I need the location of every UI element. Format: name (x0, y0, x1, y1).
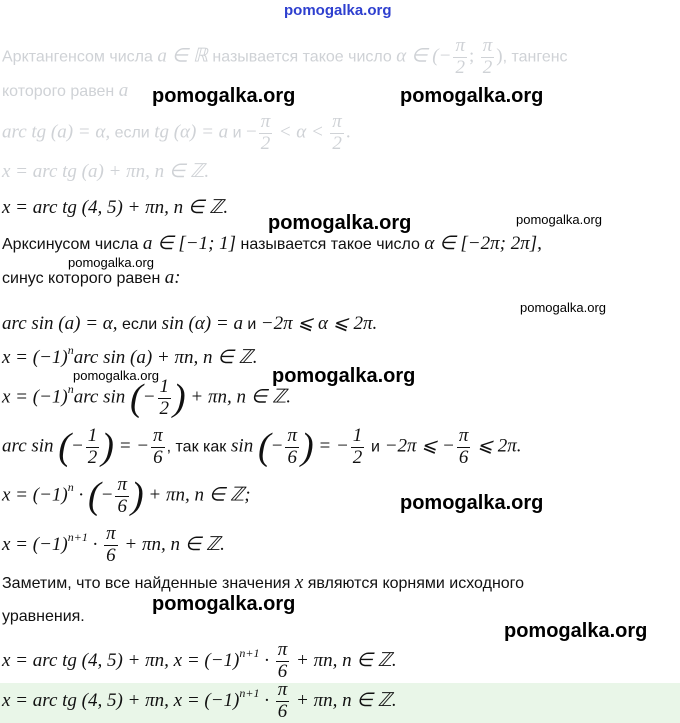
arcsin-substituted: $x = (-1)^narc$ sin (− $\frac{1}{2}$ ) + πn, n ∈ ℤ. (2, 375, 291, 419)
watermark: pomogalka.org (68, 255, 154, 270)
combined-solution: x = arc tg (4, 5) + πn, $x = (-1)^{n+1}$ · $\frac{\pi}{6}$ + πn, n ∈ ℤ. (2, 639, 397, 682)
watermark: pomogalka.org (73, 368, 159, 383)
fraction-pi-over-6: $\frac{\pi}{6}$ (106, 523, 116, 566)
watermark: pomogalka.org (516, 212, 602, 227)
final-answer: x = arc tg (4, 5) + πn, $x = (-1)^{n+1}$ · $\frac{\pi}{6}$ + πn, n ∈ ℤ. (2, 679, 397, 722)
arctg-condition: arc tg (a) = α, если tg (α) = a и − $\frac{\pi}{2}$ < α < $\frac{\pi}{2}$ . (2, 111, 351, 154)
fraction-pi-over-2: $\frac{\pi}{2}$ (332, 111, 342, 154)
fraction-pi-over-6: $\frac{\pi}{6}$ (277, 639, 288, 682)
watermark: pomogalka.org (152, 85, 296, 107)
watermark: pomogalka.org (152, 593, 296, 615)
watermark: pomogalka.org (400, 85, 544, 107)
fraction-pi-over-2: $\frac{\pi}{2}$ (482, 35, 493, 78)
fraction-one-half: $\frac{1}{2}$ (159, 375, 170, 419)
fraction-pi-over-2: $\frac{\pi}{2}$ (455, 35, 465, 78)
definition-arctg-line2: которого равен a (2, 80, 129, 101)
conclusion-line1: Заметим, что все найденные значения x являются корнями исходного (2, 572, 525, 593)
fraction-pi-over-6: $\frac{\pi}{6}$ (117, 473, 127, 517)
arcsin-value-check: arc sin (− $\frac{1}{2}$ ) = − $\frac{\pi}{6}$ , так как sin (− $\frac{\pi}{6}$ ) = − $\frac{1}{2}$ и −2π ⩽ − $\frac{\pi}{6}$ ⩽ 2π. (2, 424, 522, 468)
watermark: pomogalka.org (400, 492, 544, 514)
definition-arctg-line1: Арктангенсом числа a ∈ ℝ называется такое число α ∈ (− $\frac{\pi}{2}$ ; $\frac{\pi}{2}$ ), тангенс (2, 35, 568, 78)
fraction-pi-over-6: $\frac{\pi}{6}$ (277, 679, 288, 722)
watermark: pomogalka.org (520, 300, 606, 315)
definition-arcsin-line1: Арксинусом числа a ∈ [−1; 1] называется такое число α ∈ [−2π; 2π], (2, 233, 542, 254)
fraction-pi-over-6: $\frac{\pi}{6}$ (458, 424, 469, 468)
arcsin-simplified: $x = (-1)^n$ · (− $\frac{\pi}{6}$ ) + πn, n ∈ ℤ; (2, 473, 251, 517)
watermark: pomogalka.org (268, 212, 412, 234)
fraction-one-half: $\frac{1}{2}$ (352, 424, 363, 468)
definition-arcsin-line2: синус которого равен a: (2, 267, 181, 288)
arcsin-general-formula: $x = (-1)^narc$ sin (a) + πn, n ∈ ℤ. (2, 343, 258, 368)
watermark: pomogalka.org (272, 365, 416, 387)
arcsin-solution: $x = (-1)^{n+1}$ · $\frac{\pi}{6}$ + πn, n ∈ ℤ. (2, 523, 225, 566)
fraction-one-half: $\frac{1}{2}$ (87, 424, 98, 468)
fraction-pi-over-6: $\frac{\pi}{6}$ (287, 424, 297, 468)
fraction-pi-over-6: $\frac{\pi}{6}$ (153, 424, 163, 468)
watermark: pomogalka.org (504, 620, 648, 642)
arcsin-condition: arc sin (a) = α, если sin (α) = a и −2π ⩽ α ⩽ 2π. (2, 313, 378, 334)
watermark-top: pomogalka.org (284, 2, 392, 19)
arctg-general-formula: x = arc tg (a) + πn, n ∈ ℤ. (2, 161, 210, 182)
conclusion-line2: уравнения. (2, 608, 85, 625)
fraction-pi-over-2: $\frac{\pi}{2}$ (260, 111, 271, 154)
arctg-solution: x = arc tg (4, 5) + πn, n ∈ ℤ. (2, 197, 229, 218)
